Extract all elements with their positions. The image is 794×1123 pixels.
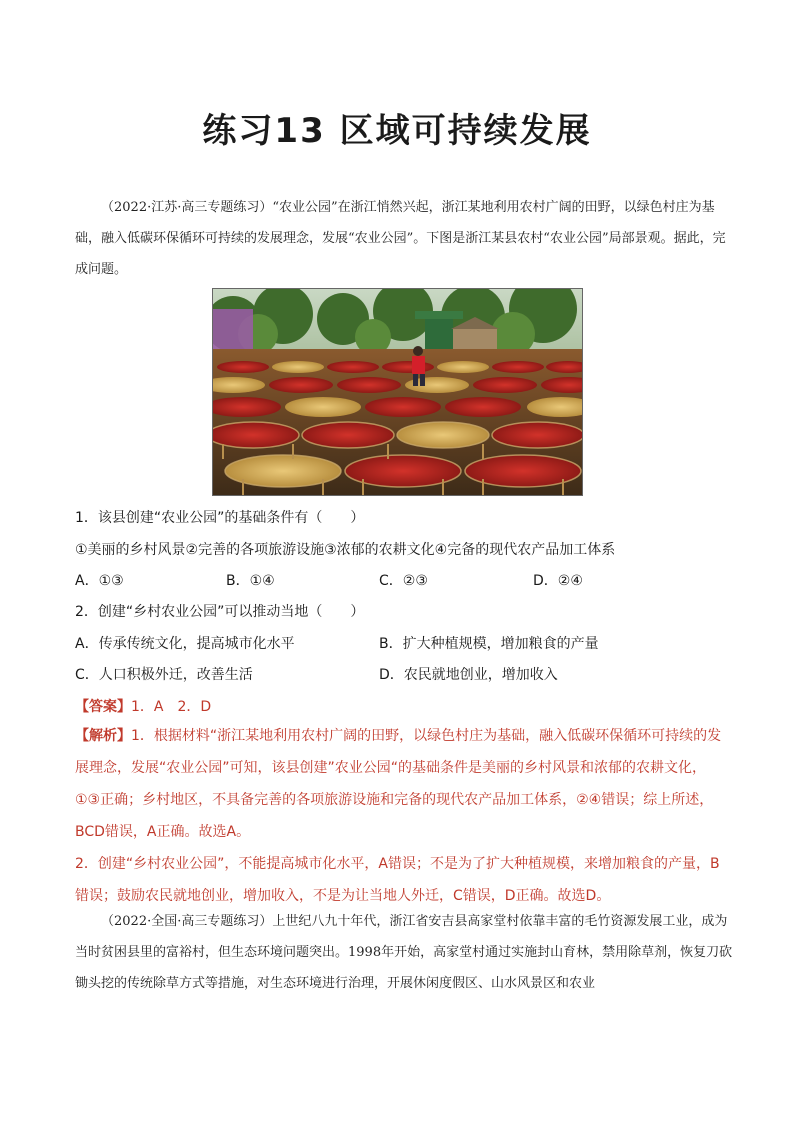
answer-tag: 【答案】 xyxy=(75,699,131,715)
source-tag: （2022·江苏·高三专题练习） xyxy=(101,200,273,215)
question-2-stem: 2．创建“乡村农业公园”可以推动当地（ ） xyxy=(75,604,365,620)
q1-option-a: A．①③ xyxy=(75,573,124,589)
q1-option-b: B．①④ xyxy=(226,573,275,589)
analysis-tag: 【解析】 xyxy=(75,728,131,744)
q2-option-c: C．人口积极外迁，改善生活 xyxy=(75,667,253,683)
answer-text: 1．A 2．D xyxy=(131,699,212,715)
page-title: 练习13 区域可持续发展 xyxy=(202,111,592,151)
analysis-paragraph-2: 2．创建“乡村农业公园”，不能提高城市化水平，A错误；不是为了扩大种植规模，来增加粮食的产量，B错误；鼓励农民就地创业，增加收入，不是为让当地人外迁，C错误，D正确。故选D。 xyxy=(75,856,720,904)
intro-text-2: 上世纪八九十年代，浙江省安吉县高家堂村依靠丰富的毛竹资源发展工业，成为当时贫困县里的富裕村，但生态环境问题突出。1998年开始，高家堂村通过实施封山育林，禁用除草剂，恢复刀砍锄头挖的传统除草方式等措施，对生态环境进行治理，开展休闲度假区、山水风景区和农业 xyxy=(75,914,733,991)
intro-passage-1 xyxy=(75,192,735,285)
analysis-paragraph-1: 1．根据材料“浙江某地利用农村广阔的田野，以绿色村庄为基础，融入低碳环保循环可持续的发展理念，发展“农业公园”可知，该县创建”农业公园“的基础条件是美丽的乡村风景和浓郁的农耕文化，①③正确；乡村地区，不具备完善的各项旅游设施和完备的现代农产品加工体系，②④错误；综上所述，BCD错误，A正确。故选A。 xyxy=(75,728,722,840)
agricultural-park-photo xyxy=(212,288,583,496)
q1-option-c: C．②③ xyxy=(379,573,428,589)
q2-option-d: D．农民就地创业，增加收入 xyxy=(379,667,558,683)
intro-text: “农业公园”在浙江悄然兴起，浙江某地利用农村广阔的田野，以绿色村庄为基础，融入低碳环保循环可持续的发展理念，发展“农业公园”。下图是浙江某县农村“农业公园”局部景观。据此，完成问题。 xyxy=(75,200,726,277)
question-1-conditions: ①美丽的乡村风景②完善的各项旅游设施③浓郁的农耕文化④完备的现代农产品加工体系 xyxy=(75,542,616,558)
analysis-block xyxy=(75,720,725,912)
q2-option-a: A．传承传统文化，提高城市化水平 xyxy=(75,636,295,652)
answer-line xyxy=(75,696,211,716)
intro-passage-2 xyxy=(75,906,735,999)
q2-option-b: B．扩大种植规模，增加粮食的产量 xyxy=(379,636,599,652)
question-1-stem: 1．该县创建“农业公园”的基础条件有（ ） xyxy=(75,510,365,526)
q1-option-d: D．②④ xyxy=(533,573,583,589)
source-tag-2: （2022·全国·高三专题练习） xyxy=(101,914,273,929)
